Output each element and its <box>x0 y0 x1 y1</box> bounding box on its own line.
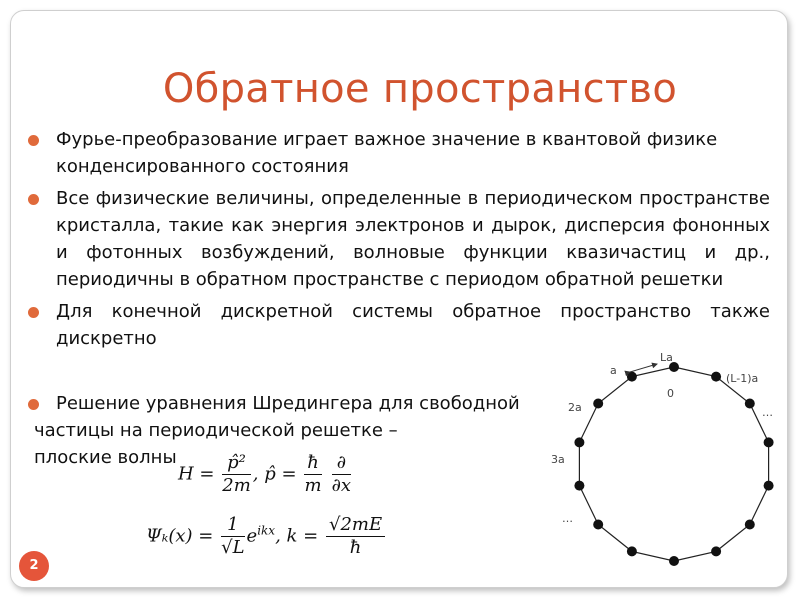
bullet-text: Все физические величины, определенные в периодическом пространстве кристалла, такие как энергия электронов и дырок, дисперсия фононных и фотонных возбуждений, волновые функции квазичастиц и др., периодичны в обратном пространстве с периодом обратной решетки <box>56 188 770 290</box>
label-3a: 3a <box>551 453 565 466</box>
ring-node <box>745 520 755 530</box>
formula-text: , k = <box>275 525 319 547</box>
fraction-denominator: m <box>304 475 322 496</box>
bullet-text: Для конечной дискретной системы обратное пространство также дискретно <box>56 301 770 349</box>
label-zero: 0 <box>667 387 674 400</box>
ring-node <box>574 437 584 447</box>
ring-node <box>627 546 637 556</box>
fraction <box>222 452 251 497</box>
label-2a: 2a <box>568 401 582 414</box>
formula-text: H = <box>178 463 215 485</box>
bullet-list <box>20 126 770 357</box>
bullet-item <box>20 185 770 293</box>
ring-node <box>711 372 721 382</box>
ring-node <box>764 437 774 447</box>
label-L-minus-1-a: (L-1)a <box>726 372 759 385</box>
bullet-icon <box>28 135 39 146</box>
hamiltonian-formula <box>178 452 353 497</box>
fraction-denominator: √L <box>221 537 245 558</box>
ring-node <box>764 481 774 491</box>
ring-node <box>593 520 603 530</box>
page-number-badge: 2 <box>19 551 49 581</box>
fraction-numerator: √2mE <box>326 514 385 537</box>
slide-title: Обратное пространство <box>162 66 678 112</box>
fraction-numerator: 1 <box>221 514 244 537</box>
ring-lattice-diagram <box>540 350 780 590</box>
fraction <box>304 452 322 497</box>
label-a: a <box>610 364 617 377</box>
ring-nodes <box>574 362 773 566</box>
fraction-denominator: 2m <box>222 475 251 496</box>
ring-node <box>711 546 721 556</box>
fraction <box>332 452 351 497</box>
formula-text: , p̂ = <box>252 463 297 485</box>
bullet-icon <box>28 307 39 318</box>
label-dots-left: … <box>562 512 573 525</box>
fraction-numerator: ∂ <box>332 452 351 475</box>
bullet-icon <box>28 399 39 410</box>
formula-text: e <box>246 525 258 547</box>
formula-text: Ψₖ(x) = <box>146 525 214 547</box>
fraction-denominator: ∂x <box>331 475 352 496</box>
ring-node <box>574 481 584 491</box>
fraction-denominator: ħ <box>349 537 362 558</box>
ring-node <box>669 556 679 566</box>
wavefunction-formula <box>146 514 387 559</box>
fraction-numerator: ħ <box>304 452 322 475</box>
bullet-item <box>20 126 770 180</box>
fraction <box>326 514 385 559</box>
bullet-icon <box>28 194 39 205</box>
ring-polygon <box>579 367 768 561</box>
ring-node <box>745 399 755 409</box>
ring-node <box>627 372 637 382</box>
fraction <box>221 514 244 559</box>
label-dots-right: … <box>762 406 773 419</box>
label-La: La <box>660 351 673 364</box>
formula-exponent: ikx <box>257 523 276 538</box>
bullet-text: Фурье-преобразование играет важное значение в квантовой физике конденсированного состояния <box>56 129 718 177</box>
fraction-numerator: p̂² <box>222 452 251 475</box>
bullet-item <box>20 298 770 352</box>
spacing-arrow <box>630 364 657 372</box>
ring-node <box>593 399 603 409</box>
bullet-text: Решение уравнения Шредингера для свободной <box>56 393 520 414</box>
bullet-continuation: частицы на периодической решетке – <box>34 420 398 441</box>
bullet-continuation: плоские волны <box>34 447 177 468</box>
